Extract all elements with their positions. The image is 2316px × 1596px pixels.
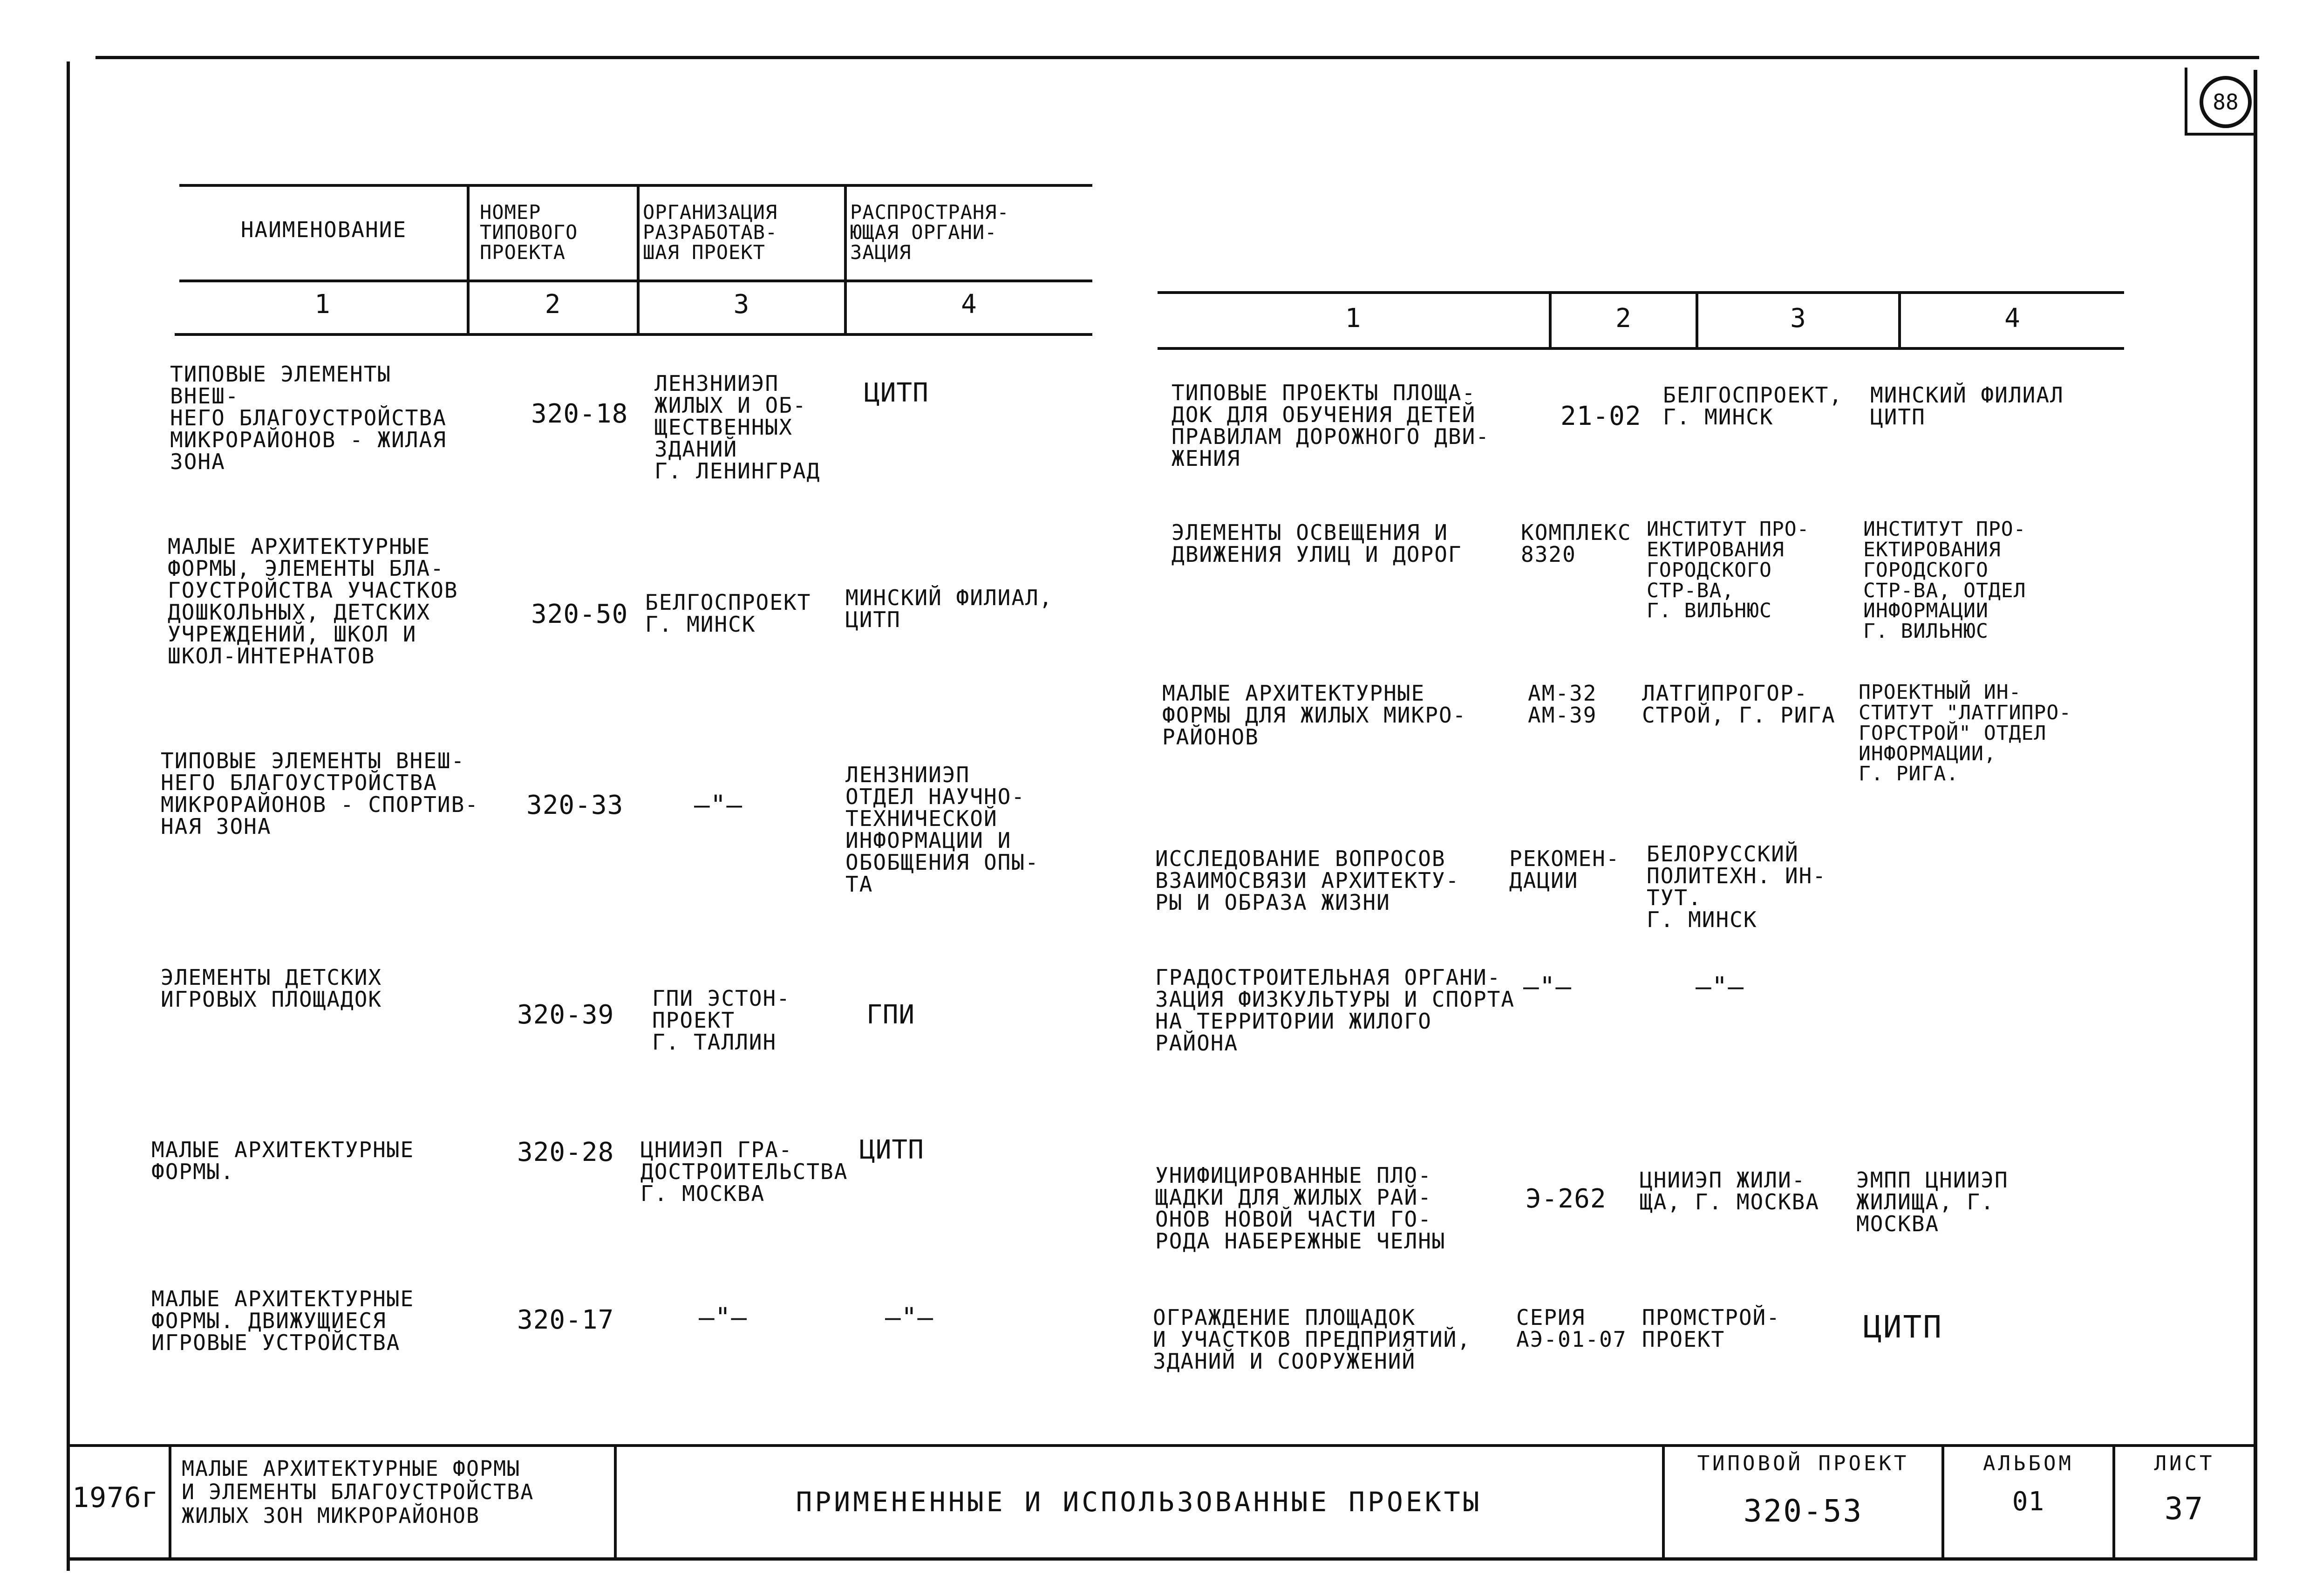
- right-row-3-distributor: ПРОЕКТНЫЙ ИН- СТИТУТ "ЛАТГИПРО- ГОРСТРОЙ" ОТДЕЛ ИНФОРМАЦИИ, Г. РИГА.: [1859, 681, 2072, 786]
- left-header-developer: ОРГАНИЗАЦИЯ РАЗРАБОТАВ- ШАЯ ПРОЕКТ: [643, 201, 778, 264]
- left-row-1-developer: ЛЕНЗНИИЭП ЖИЛЫХ И ОБ- ЩЕСТВЕННЫХ ЗДАНИЙ Г. ЛЕНИНГРАД: [654, 371, 821, 484]
- left-row-4-distributor: ГПИ: [866, 1000, 915, 1030]
- left-row-5-distributor: ЦИТП: [859, 1135, 924, 1165]
- right-row-4-developer: БЕЛОРУССКИЙ ПОЛИТЕХН. ИН-ТУТ. Г. МИНСК: [1647, 841, 1827, 932]
- left-header-bottom-line: [179, 280, 1092, 282]
- left-col-num-3: 3: [733, 289, 750, 320]
- left-row-5-number: 320-28: [517, 1137, 614, 1167]
- right-row-1-number: 21-02: [1560, 401, 1642, 431]
- left-header-distributor: РАСПРОСТРАНЯ- ЮЩАЯ ОРГАНИ- ЗАЦИЯ: [850, 201, 1009, 264]
- right-row-7-distributor: ЦИТП: [1863, 1309, 1943, 1345]
- left-row-6-developer: —"—: [699, 1303, 748, 1333]
- right-row-5-number: —"—: [1523, 972, 1572, 1002]
- right-row-5-developer: —"—: [1696, 972, 1744, 1002]
- titleblock-typical-project-label: ТИПОВОЙ ПРОЕКТ: [1697, 1452, 1909, 1475]
- right-col-num-1: 1: [1345, 303, 1362, 334]
- left-row-3-developer: —"—: [694, 790, 743, 820]
- frame-top: [95, 56, 2259, 59]
- right-row-4-number: РЕКОМЕН- ДАЦИИ: [1509, 846, 1620, 893]
- titleblock-project-name: МАЛЫЕ АРХИТЕКТУРНЫЕ ФОРМЫ И ЭЛЕМЕНТЫ БЛАГОУСТРОЙСТВА ЖИЛЫХ ЗОН МИКРОРАЙОНОВ: [182, 1456, 534, 1528]
- titleblock-top-line: [70, 1444, 2255, 1447]
- left-numbers-bottom-line: [175, 333, 1092, 336]
- right-row-6-name: УНИФИЦИРОВАННЫЕ ПЛО- ЩАДКИ ДЛЯ ЖИЛЫХ РАЙ- ОНОВ НОВОЙ ЧАСТИ ГО- РОДА НАБЕРЕЖНЫЕ ЧЕЛНЫ: [1155, 1163, 1446, 1254]
- right-row-3-name: МАЛЫЕ АРХИТЕКТУРНЫЕ ФОРМЫ ДЛЯ ЖИЛЫХ МИКРО- РАЙОНОВ: [1162, 681, 1467, 750]
- left-row-4-number: 320-39: [517, 1000, 614, 1030]
- right-row-6-developer: ЦНИИЭП ЖИЛИ- ЩА, Г. МОСКВА: [1640, 1167, 1820, 1214]
- left-row-4-developer: ГПИ ЭСТОН- ПРОЕКТ Г. ТАЛЛИН: [652, 986, 790, 1055]
- right-row-2-distributor: ИНСТИТУТ ПРО- ЕКТИРОВАНИЯ ГОРОДСКОГО СТР-ВА, ОТДЕЛ ИНФОРМАЦИИ Г. ВИЛЬНЮС: [1863, 518, 2026, 643]
- left-row-5-developer: ЦНИИЭП ГРА- ДОСТРОИТЕЛЬСТВА Г. МОСКВА: [640, 1137, 848, 1206]
- mark-box-left: [2185, 68, 2187, 136]
- right-row-6-number: Э-262: [1526, 1184, 1607, 1214]
- left-row-2-name: МАЛЫЕ АРХИТЕКТУРНЫЕ ФОРМЫ, ЭЛЕМЕНТЫ БЛА- ГОУСТРОЙСТВА УЧАСТКОВ ДОШКОЛЬНЫХ, ДЕТСКИХ УЧРЕЖДЕНИЙ, ШКОЛ И ШКОЛ-ИНТЕРНАТОВ: [168, 534, 458, 668]
- right-header-top-line: [1158, 291, 2124, 294]
- left-header-name: НАИМЕНОВАНИЕ: [240, 217, 407, 242]
- left-col-num-2: 2: [545, 289, 561, 320]
- titleblock-album-value: 01: [2012, 1487, 2045, 1517]
- left-header-top-line: [179, 184, 1092, 187]
- titleblock-year: 1976г: [72, 1481, 159, 1514]
- right-row-2-developer: ИНСТИТУТ ПРО- ЕКТИРОВАНИЯ ГОРОДСКОГО СТР-ВА, Г. ВИЛЬНЮС: [1647, 518, 1810, 623]
- right-row-2-number: КОМПЛЕКС 8320: [1521, 520, 1632, 567]
- sheet-mark: 88: [2200, 76, 2252, 128]
- right-row-5-name: ГРАДОСТРОИТЕЛЬНАЯ ОРГАНИ- ЗАЦИЯ ФИЗКУЛЬТУРЫ И СПОРТА НА ТЕРРИТОРИИ ЖИЛОГО РАЙОНА: [1155, 965, 1515, 1056]
- titleblock-typical-project-value: 320-53: [1743, 1493, 1863, 1529]
- left-row-1-distributor: ЦИТП: [864, 378, 929, 408]
- right-header-bottom-line: [1158, 347, 2124, 350]
- right-row-7-number: СЕРИЯ АЭ-01-07: [1516, 1305, 1627, 1352]
- right-col-num-4: 4: [2004, 303, 2021, 334]
- right-row-3-developer: ЛАТГИПРОГОР- СТРОЙ, Г. РИГА: [1642, 681, 1836, 728]
- frame-left: [67, 61, 70, 1571]
- right-row-1-name: ТИПОВЫЕ ПРОЕКТЫ ПЛОЩА- ДОК ДЛЯ ОБУЧЕНИЯ ДЕТЕЙ ПРАВИЛАМ ДОРОЖНОГО ДВИ- ЖЕНИЯ: [1172, 380, 1490, 471]
- right-row-3-number: АМ-32 АМ-39: [1528, 681, 1597, 728]
- right-row-2-name: ЭЛЕМЕНТЫ ОСВЕЩЕНИЯ И ДВИЖЕНИЯ УЛИЦ И ДОРОГ: [1172, 520, 1462, 567]
- left-col-num-4: 4: [961, 289, 977, 320]
- left-row-6-name: МАЛЫЕ АРХИТЕКТУРНЫЕ ФОРМЫ. ДВИЖУЩИЕСЯ ИГРОВЫЕ УСТРОЙСТВА: [151, 1286, 415, 1355]
- right-row-4-name: ИССЛЕДОВАНИЕ ВОПРОСОВ ВЗАИМОСВЯЗИ АРХИТЕКТУ- РЫ И ОБРАЗА ЖИЗНИ: [1155, 846, 1460, 915]
- left-row-1-number: 320-18: [531, 399, 628, 429]
- titleblock-sheet-value: 37: [2164, 1491, 2205, 1527]
- left-row-3-distributor: ЛЕНЗНИИЭП ОТДЕЛ НАУЧНО- ТЕХНИЧЕСКОЙ ИНФОРМАЦИИ И ОБОБЩЕНИЯ ОПЫ- ТА: [845, 762, 1039, 897]
- titleblock-sheet-label: ЛИСТ: [2154, 1452, 2215, 1475]
- left-header-number: НОМЕР ТИПОВОГО ПРОЕКТА: [480, 201, 578, 264]
- left-row-2-distributor: МИНСКИЙ ФИЛИАЛ, ЦИТП: [845, 585, 1053, 632]
- left-row-2-developer: БЕЛГОСПРОЕКТ Г. МИНСК: [645, 590, 811, 637]
- frame-right: [2254, 70, 2257, 1561]
- titleblock-divider-name: [614, 1444, 617, 1561]
- right-row-1-developer: БЕЛГОСПРОЕКТ, Г. МИНСК: [1663, 382, 1843, 430]
- left-row-3-name: ТИПОВЫЕ ЭЛЕМЕНТЫ ВНЕШ- НЕГО БЛАГОУСТРОЙСТВА МИКРОРАЙОНОВ - СПОРТИВ- НАЯ ЗОНА: [161, 748, 479, 839]
- left-row-4-name: ЭЛЕМЕНТЫ ДЕТСКИХ ИГРОВЫХ ПЛОЩАДОК: [161, 965, 382, 1012]
- right-row-7-developer: ПРОМСТРОЙ- ПРОЕКТ: [1642, 1305, 1780, 1352]
- left-row-2-number: 320-50: [531, 599, 628, 629]
- right-col-num-3: 3: [1790, 303, 1806, 334]
- left-row-1-name: ТИПОВЫЕ ЭЛЕМЕНТЫ ВНЕШ- НЕГО БЛАГОУСТРОЙСТВА МИКРОРАЙОНОВ - ЖИЛАЯ ЗОНА: [170, 361, 447, 474]
- left-row-6-distributor: —"—: [885, 1303, 934, 1333]
- titleblock-album-label: АЛЬБОМ: [1983, 1452, 2074, 1475]
- right-col-num-2: 2: [1615, 303, 1632, 334]
- left-row-3-number: 320-33: [526, 790, 624, 820]
- mark-box-bottom: [2185, 133, 2257, 136]
- frame-bottom: [67, 1557, 2257, 1561]
- left-col-num-1: 1: [314, 289, 331, 320]
- right-row-7-name: ОГРАЖДЕНИЕ ПЛОЩАДОК И УЧАСТКОВ ПРЕДПРИЯТИЙ, ЗДАНИЙ И СООРУЖЕНИЙ: [1153, 1305, 1471, 1374]
- left-row-5-name: МАЛЫЕ АРХИТЕКТУРНЫЕ ФОРМЫ.: [151, 1137, 415, 1184]
- right-row-6-distributor: ЭМПП ЦНИИЭП ЖИЛИЩА, Г. МОСКВА: [1856, 1167, 2009, 1236]
- right-row-1-distributor: МИНСКИЙ ФИЛИАЛ ЦИТП: [1870, 382, 2064, 430]
- left-row-6-number: 320-17: [517, 1305, 614, 1335]
- titleblock-sheet-title: ПРИМЕНЕННЫЕ И ИСПОЛЬЗОВАННЫЕ ПРОЕКТЫ: [796, 1486, 1482, 1518]
